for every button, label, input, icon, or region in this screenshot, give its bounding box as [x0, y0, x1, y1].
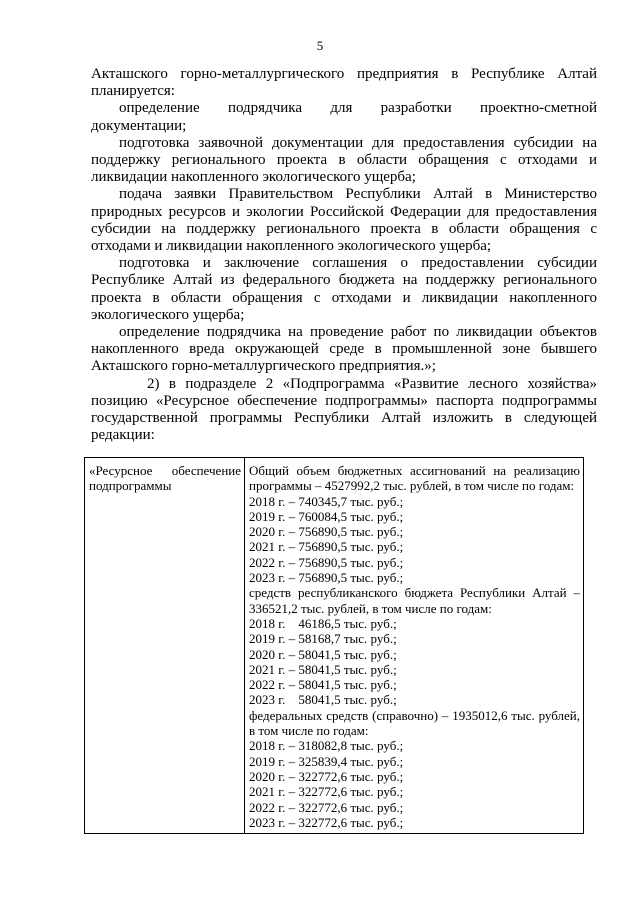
year-line: 2020 г. – 756890,5 тыс. руб.;: [249, 524, 404, 540]
resource-table: [84, 457, 584, 834]
total-budget-line: Общий объем бюджетных ассигнований на реализацию программы – 4527992,2 тыс. рублей, в том числе по годам:: [249, 463, 580, 494]
year-line: 2023 г. – 322772,6 тыс. руб.;: [249, 814, 404, 830]
paragraph: определение подрядчика на проведение работ по ликвидации объектов накопленного вреда окружающей среде в промышленной зоне бывшего Акташского горно-металлургического предприятия.»;: [91, 324, 597, 375]
document-body: [91, 66, 597, 444]
year-line: 2021 г. – 322772,6 тыс. руб.;: [249, 784, 404, 800]
year-line: 2023 г. 58041,5 тыс. руб.;: [249, 692, 397, 708]
year-line: 2019 г. – 760084,5 тыс. руб.;: [249, 508, 404, 524]
regional-budget-line: средств республиканского бюджета Республики Алтай – 336521,2 тыс. рублей, в том числе по годам:: [249, 585, 580, 616]
year-line: 2020 г. – 322772,6 тыс. руб.;: [249, 768, 404, 784]
page-number: 5: [316, 38, 324, 53]
year-line: 2018 г. – 318082,8 тыс. руб.;: [249, 738, 404, 754]
table-value-cell: [245, 458, 584, 834]
year-line: 2022 г. – 756890,5 тыс. руб.;: [249, 554, 404, 570]
paragraph: подача заявки Правительством Республики Алтай в Министерство природных ресурсов и экологии Российской Федерации для предоставления субсидии на поддержку регионального проекта в области обращения с отходами и ликвидации накопленного экологического ущерба;: [91, 186, 597, 255]
year-line: 2019 г. – 58168,7 тыс. руб.;: [249, 631, 397, 647]
paragraph: Акташского горно-металлургического предприятия в Республике Алтай планируется:: [91, 66, 597, 100]
table-row: [85, 458, 584, 834]
year-line: 2018 г. 46186,5 тыс. руб.;: [249, 615, 397, 631]
paragraph: 2) в подразделе 2 «Подпрограмма «Развитие лесного хозяйства» позицию «Ресурсное обеспечение подпрограммы» паспорта подпрограммы государственной программы Республики Алтай изложить в следующей редакции:: [91, 375, 597, 444]
federal-budget-line: федеральных средств (справочно) – 1935012,6 тыс. рублей, в том числе по годам:: [249, 707, 580, 739]
year-line: 2022 г. – 58041,5 тыс. руб.;: [249, 677, 397, 693]
table-label-cell: [85, 458, 245, 834]
year-line: 2019 г. – 325839,4 тыс. руб.;: [249, 753, 404, 769]
year-line: 2022 г. – 322772,6 тыс. руб.;: [249, 799, 404, 815]
year-line: 2021 г. – 58041,5 тыс. руб.;: [249, 661, 397, 677]
year-line: 2018 г. – 740345,7 тыс. руб.;: [249, 493, 404, 509]
paragraph: подготовка и заключение соглашения о предоставлении субсидии Республике Алтай из федерального бюджета на поддержку регионального проекта в области обращения с отходами и ликвидации накопленного экологического ущерба;: [91, 255, 597, 323]
table-label: «Ресурсное обеспечение подпрограммы: [89, 463, 241, 494]
paragraph: определение подрядчика для разработки проектно-сметной документации;: [91, 100, 597, 134]
year-line: 2023 г. – 756890,5 тыс. руб.;: [249, 570, 404, 586]
paragraph: подготовка заявочной документации для предоставления субсидии на поддержку регионального проекта в области обращения с отходами и ликвидации накопленного экологического ущерба;: [91, 134, 597, 186]
year-line: 2020 г. – 58041,5 тыс. руб.;: [249, 646, 397, 662]
year-line: 2021 г. – 756890,5 тыс. руб.;: [249, 539, 404, 555]
